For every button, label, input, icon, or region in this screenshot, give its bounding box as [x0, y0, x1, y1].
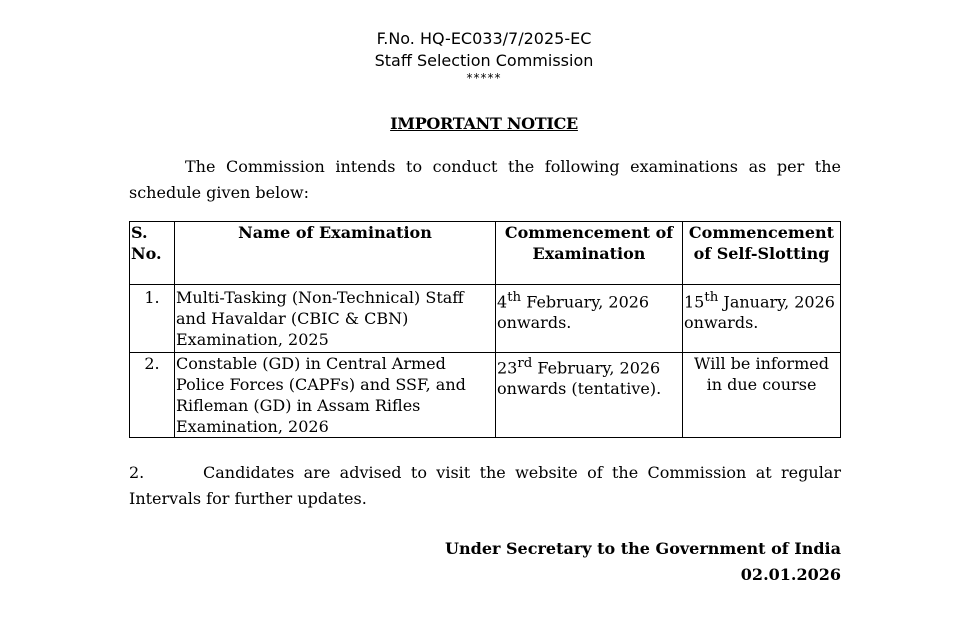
row-sno: 2.	[130, 353, 175, 438]
row-exam-name: Multi-Tasking (Non-Technical) Staff and Havaldar (CBIC & CBN) Examination, 2025	[175, 285, 496, 353]
table-row	[130, 285, 841, 353]
header-sno: S. No.	[130, 222, 175, 285]
paragraph-number: 2.	[129, 463, 145, 482]
row-slot-date: Will be informed in due course	[683, 353, 841, 438]
row-exam-date: 23rd February, 2026 onwards (tentative).	[496, 353, 683, 438]
exam-schedule-table	[129, 221, 841, 438]
row-exam-date: 4th February, 2026 onwards.	[496, 285, 683, 353]
table-row	[130, 353, 841, 438]
advisory-paragraph	[129, 460, 841, 512]
row-sno: 1.	[130, 285, 175, 353]
table-header-row	[130, 222, 841, 285]
header-exam-name: Name of Examination	[175, 222, 496, 285]
file-number: F.No. HQ-EC033/7/2025-EC	[376, 29, 592, 48]
row-slot-date: 15th January, 2026 onwards.	[683, 285, 841, 353]
intro-paragraph: The Commission intends to conduct the following examinations as per the schedule given below:	[129, 157, 841, 202]
signature-block	[445, 536, 841, 588]
notice-title: IMPORTANT NOTICE	[390, 114, 578, 133]
header-exam-commencement: Commencement of Examination	[496, 222, 683, 285]
notice-date: 02.01.2026	[740, 565, 841, 584]
row-exam-name: Constable (GD) in Central Armed Police Forces (CAPFs) and SSF, and Rifleman (GD) in Assam Rifles Examination, 2026	[175, 353, 496, 438]
organization-name: Staff Selection Commission	[374, 51, 594, 70]
signatory-designation: Under Secretary to the Government of India	[445, 539, 841, 558]
advisory-text: Candidates are advised to visit the website of the Commission at regular Intervals for further updates.	[129, 463, 841, 508]
separator-stars: *****	[466, 71, 502, 85]
header-self-slotting: Commencement of Self-Slotting	[683, 222, 841, 285]
